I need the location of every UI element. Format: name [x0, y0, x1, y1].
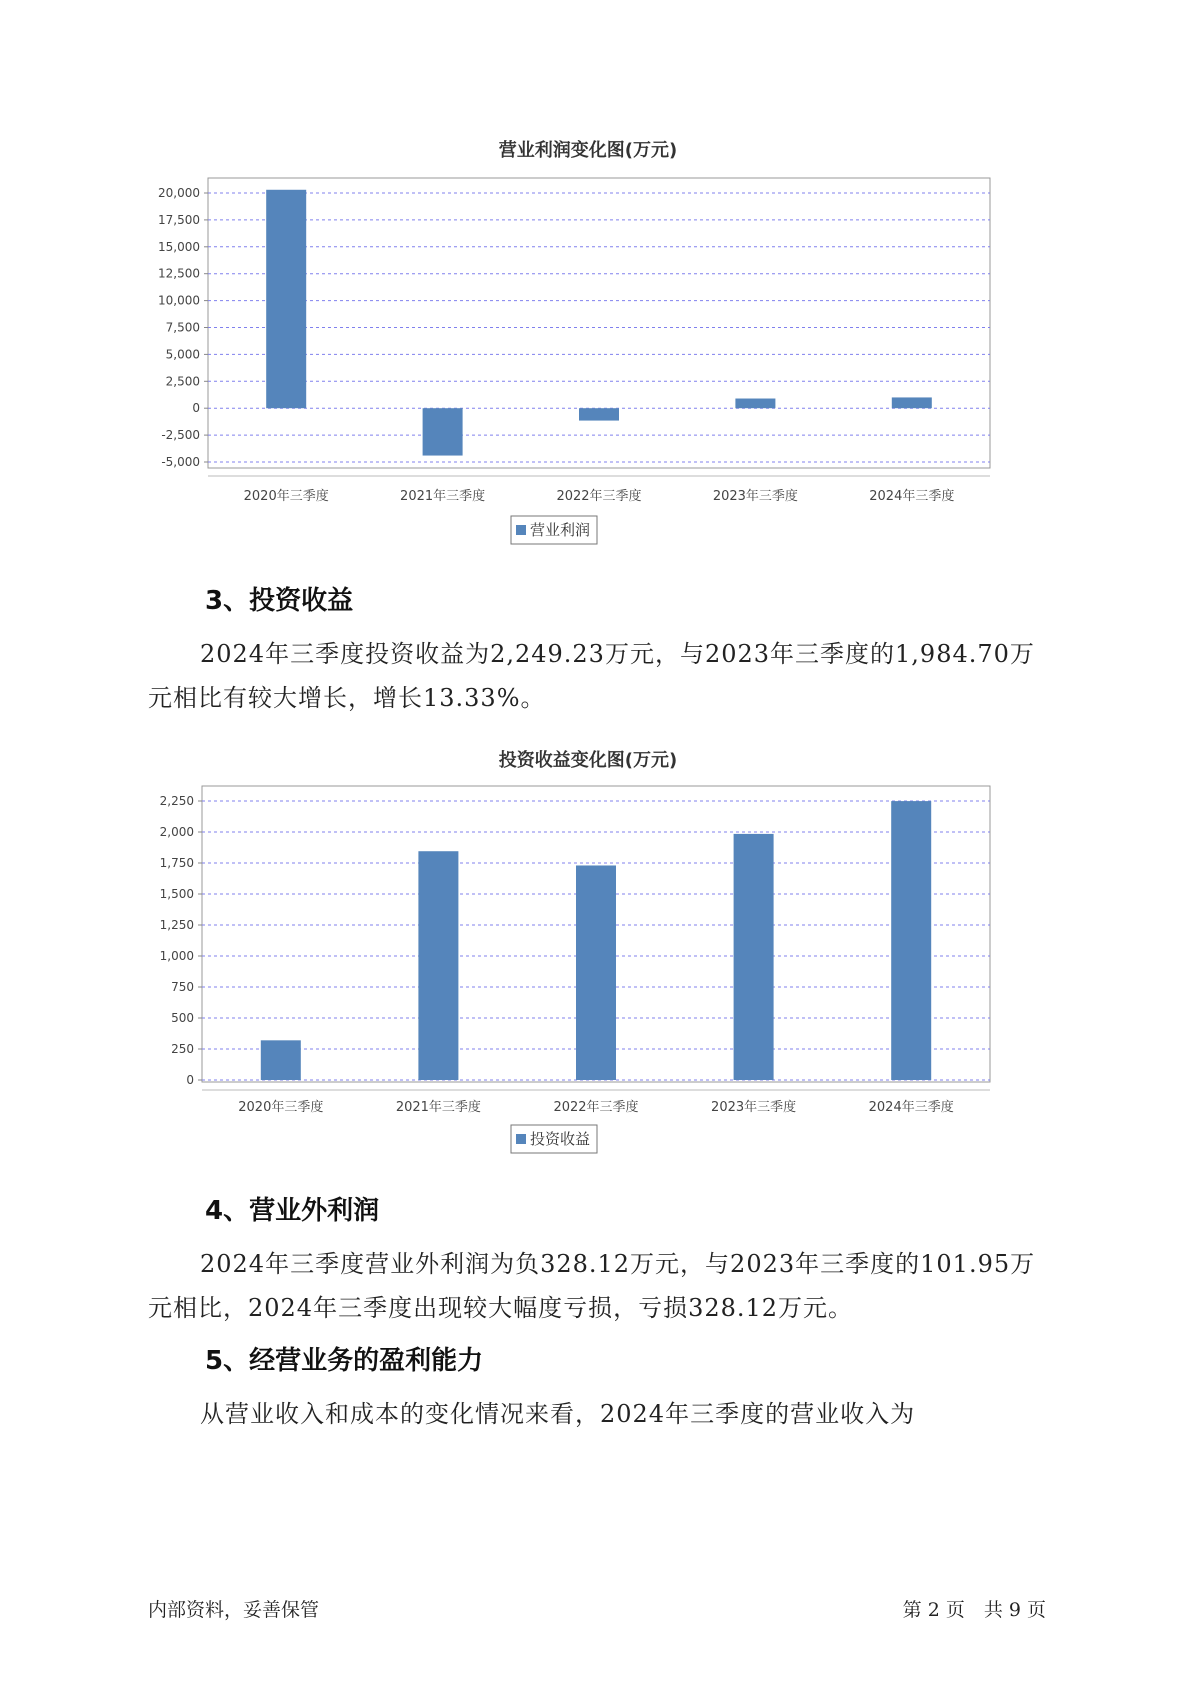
- x-category-label: 2024年三季度: [868, 1100, 954, 1115]
- y-tick-label: 2,250: [159, 794, 194, 808]
- y-tick-label: 750: [171, 980, 194, 994]
- x-category-label: 2021年三季度: [400, 489, 486, 504]
- x-category-label: 2022年三季度: [553, 1100, 639, 1115]
- y-tick-label: 15,000: [158, 239, 200, 254]
- section-heading-investment-income: 3、投资收益: [205, 586, 354, 616]
- paragraph-non-operating-profit: 2024年三季度营业外利润为负328.12万元，与2023年三季度的101.95万元相比，2024年三季度出现较大幅度亏损，亏损328.12万元。: [148, 1250, 1036, 1322]
- x-category-label: 2020年三季度: [238, 1100, 324, 1115]
- x-category-label: 2022年三季度: [556, 489, 642, 504]
- section-heading-non-operating-profit: 4、营业外利润: [205, 1196, 380, 1226]
- y-tick-label: -2,500: [161, 428, 200, 443]
- x-category-label: 2020年三季度: [243, 489, 329, 504]
- y-tick-label: 250: [171, 1042, 194, 1056]
- x-category-label: 2024年三季度: [869, 489, 955, 504]
- x-category-label: 2023年三季度: [712, 489, 798, 504]
- footer-confidential-note: 内部资料，妥善保管: [148, 1599, 320, 1621]
- plot-area: [208, 178, 990, 468]
- chart-title: 营业利润变化图(万元): [498, 140, 678, 161]
- y-tick-label: 2,500: [165, 374, 200, 389]
- bar: [423, 408, 463, 455]
- bar: [892, 397, 932, 408]
- section-heading-profitability: 5、经营业务的盈利能力: [205, 1346, 484, 1376]
- y-tick-label: 1,000: [159, 949, 194, 963]
- bar: [266, 190, 306, 408]
- legend-label: 营业利润: [530, 521, 591, 539]
- legend-swatch: [516, 1134, 526, 1144]
- paragraph-investment-income: 2024年三季度投资收益为2,249.23万元，与2023年三季度的1,984.70万元相比有较大增长，增长13.33%。: [148, 640, 1035, 712]
- y-tick-label: 0: [192, 401, 200, 416]
- y-tick-label: 7,500: [165, 320, 200, 335]
- footer-page-number: 第 2 页 共 9 页: [902, 1599, 1046, 1621]
- y-tick-label: 1,750: [159, 856, 194, 870]
- y-tick-label: 5,000: [165, 347, 200, 362]
- bar: [734, 834, 774, 1080]
- bar: [576, 865, 616, 1080]
- chart-title: 投资收益变化图(万元): [498, 750, 678, 771]
- y-tick-label: 2,000: [159, 825, 194, 839]
- legend: [511, 516, 597, 544]
- legend-swatch: [516, 525, 526, 535]
- x-category-label: 2023年三季度: [711, 1100, 797, 1115]
- y-tick-label: 1,500: [159, 887, 194, 901]
- y-tick-label: 0: [186, 1073, 194, 1087]
- y-tick-label: 1,250: [159, 918, 194, 932]
- y-tick-label: 20,000: [158, 186, 200, 200]
- legend: [511, 1125, 597, 1153]
- bar: [579, 408, 619, 420]
- y-tick-label: 12,500: [158, 266, 200, 281]
- legend-label: 投资收益: [530, 1130, 591, 1148]
- y-tick-label: -5,000: [161, 455, 200, 469]
- bar: [418, 851, 458, 1080]
- y-tick-label: 17,500: [158, 212, 200, 227]
- investment-income-chart: [150, 740, 1050, 1160]
- bar: [735, 399, 775, 409]
- operating-profit-chart: [150, 130, 1050, 550]
- y-tick-label: 500: [171, 1011, 194, 1025]
- operating-profit-chart-svg: [150, 130, 1050, 550]
- paragraph-profitability: 从营业收入和成本的变化情况来看，2024年三季度的营业收入为: [200, 1400, 916, 1428]
- bar: [891, 801, 931, 1080]
- bar: [261, 1040, 301, 1080]
- y-tick-label: 10,000: [158, 293, 200, 308]
- x-category-label: 2021年三季度: [395, 1100, 481, 1115]
- investment-income-chart-svg: [150, 740, 1050, 1160]
